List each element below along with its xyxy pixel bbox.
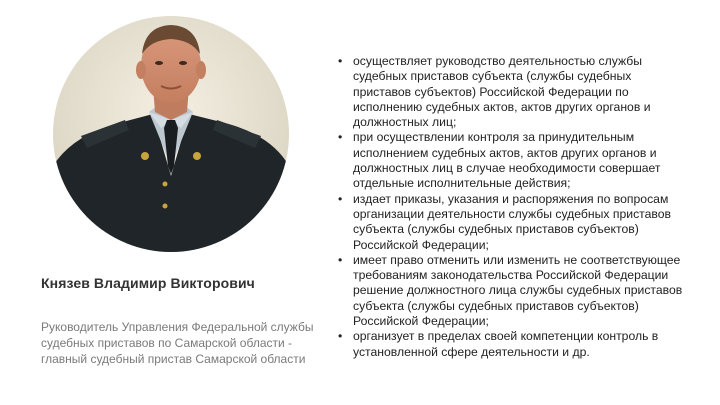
- bullet-icon: •: [338, 130, 343, 145]
- duty-line: Российской Федерации;: [353, 314, 489, 329]
- person-portrait: [53, 16, 289, 252]
- duty-line: приставов субъектов) Российской Федерации по: [353, 84, 629, 99]
- duty-line: субъекта (службы судебных приставов субъектов): [353, 222, 639, 237]
- duty-line: требованиям законодательства Российской Федерации: [353, 268, 669, 283]
- duty-item: [336, 130, 712, 191]
- role-line: главный судебный пристав Самарской области: [41, 352, 306, 366]
- bullet-icon: •: [338, 252, 343, 267]
- duty-line: исполнением судебных актов, актов других органов и: [353, 145, 657, 160]
- duty-line: должностных лиц;: [353, 115, 457, 130]
- duty-line: решение должностного лица службы судебных приставов: [353, 283, 683, 298]
- duty-line: имеет право отменить или изменить не соответствующее: [353, 252, 681, 267]
- duty-line: должностных лиц в случае необходимости совершает: [353, 161, 661, 176]
- duties-list: [336, 54, 712, 360]
- bullet-icon: •: [338, 191, 343, 206]
- duty-line: установленной сфере деятельности и др.: [353, 344, 590, 359]
- duty-line: Российской Федерации;: [353, 237, 489, 252]
- duty-line: организует в пределах своей компетенции контроль в: [353, 329, 659, 344]
- person-role: [41, 319, 326, 367]
- duty-line: исполнению судебных актов, актов других органов и: [353, 99, 651, 114]
- duty-line: судебных приставов субъекта (службы судебных: [353, 69, 632, 84]
- bullet-icon: •: [338, 329, 343, 344]
- duty-line: организации деятельности службы судебных приставов: [353, 206, 671, 221]
- duty-line: издает приказы, указания и распоряжения по вопросам: [353, 191, 669, 206]
- duty-line: субъекта (службы судебных приставов субъектов): [353, 298, 639, 313]
- person-name: Князев Владимир Викторович: [41, 275, 255, 291]
- duty-item: [336, 253, 712, 329]
- bullet-icon: •: [338, 54, 343, 68]
- duty-item: [336, 192, 712, 253]
- role-line: судебных приставов по Самарской области -: [41, 336, 293, 350]
- duty-item: [336, 54, 712, 130]
- role-line: Руководитель Управления Федеральной службы: [41, 320, 314, 334]
- duty-line: при осуществлении контроля за принудительным: [353, 130, 635, 145]
- duty-line: отдельные исполнительные действия;: [353, 176, 571, 191]
- duty-item: [336, 329, 712, 360]
- duty-line: осуществляет руководство деятельностью службы: [353, 54, 642, 68]
